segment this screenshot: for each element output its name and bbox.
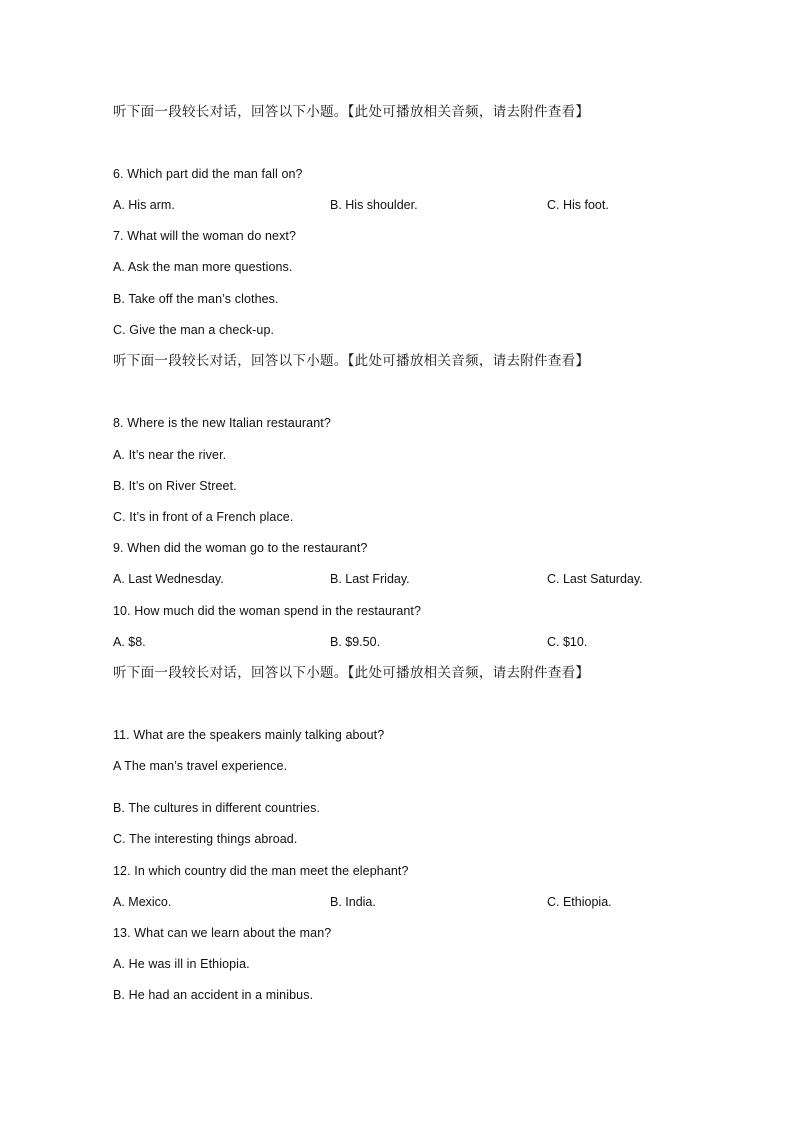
option-a: A. $8. — [113, 635, 146, 649]
option-a: A. Mexico. — [113, 895, 172, 909]
option-a: A. He was ill in Ethiopia. — [113, 957, 250, 971]
question-11: 11. What are the speakers mainly talking about? — [113, 728, 385, 742]
question-9: 9. When did the woman go to the restaurant? — [113, 541, 368, 555]
question-12-options — [113, 894, 673, 910]
question-10-options — [113, 634, 673, 650]
section-heading: 听下面一段较长对话，回答以下小题。【此处可播放相关音频，请去附件查看】 — [113, 665, 590, 680]
option-b: B. India. — [330, 895, 376, 909]
question-9-options — [113, 571, 673, 587]
option-c: C. It’s in front of a French place. — [113, 510, 294, 524]
option-b: B. He had an accident in a minibus. — [113, 988, 314, 1002]
option-c: C. The interesting things abroad. — [113, 832, 298, 846]
option-a: A The man’s travel experience. — [113, 759, 288, 773]
option-c: C. His foot. — [547, 198, 609, 212]
option-b: B. Last Friday. — [330, 572, 410, 586]
question-8: 8. Where is the new Italian restaurant? — [113, 416, 331, 430]
option-b: B. Take off the man’s clothes. — [113, 292, 279, 306]
question-10: 10. How much did the woman spend in the restaurant? — [113, 604, 422, 618]
option-c: C. Ethiopia. — [547, 895, 612, 909]
question-6: 6. Which part did the man fall on? — [113, 167, 303, 181]
option-b: B. It’s on River Street. — [113, 479, 237, 493]
option-c: C. Last Saturday. — [547, 572, 643, 586]
section-heading: 听下面一段较长对话，回答以下小题。【此处可播放相关音频，请去附件查看】 — [113, 104, 590, 119]
option-a: A. Last Wednesday. — [113, 572, 224, 586]
question-12: 12. In which country did the man meet the elephant? — [113, 864, 409, 878]
question-6-options — [113, 197, 673, 213]
question-13: 13. What can we learn about the man? — [113, 926, 332, 940]
option-b: B. His shoulder. — [330, 198, 418, 212]
option-a: A. Ask the man more questions. — [113, 260, 293, 274]
question-7: 7. What will the woman do next? — [113, 229, 297, 243]
option-b: B. $9.50. — [330, 635, 381, 649]
option-a: A. His arm. — [113, 198, 175, 212]
option-b: B. The cultures in different countries. — [113, 801, 321, 815]
option-c: C. Give the man a check-up. — [113, 323, 275, 337]
option-c: C. $10. — [547, 635, 588, 649]
section-heading: 听下面一段较长对话，回答以下小题。【此处可播放相关音频，请去附件查看】 — [113, 353, 590, 368]
option-a: A. It’s near the river. — [113, 448, 227, 462]
